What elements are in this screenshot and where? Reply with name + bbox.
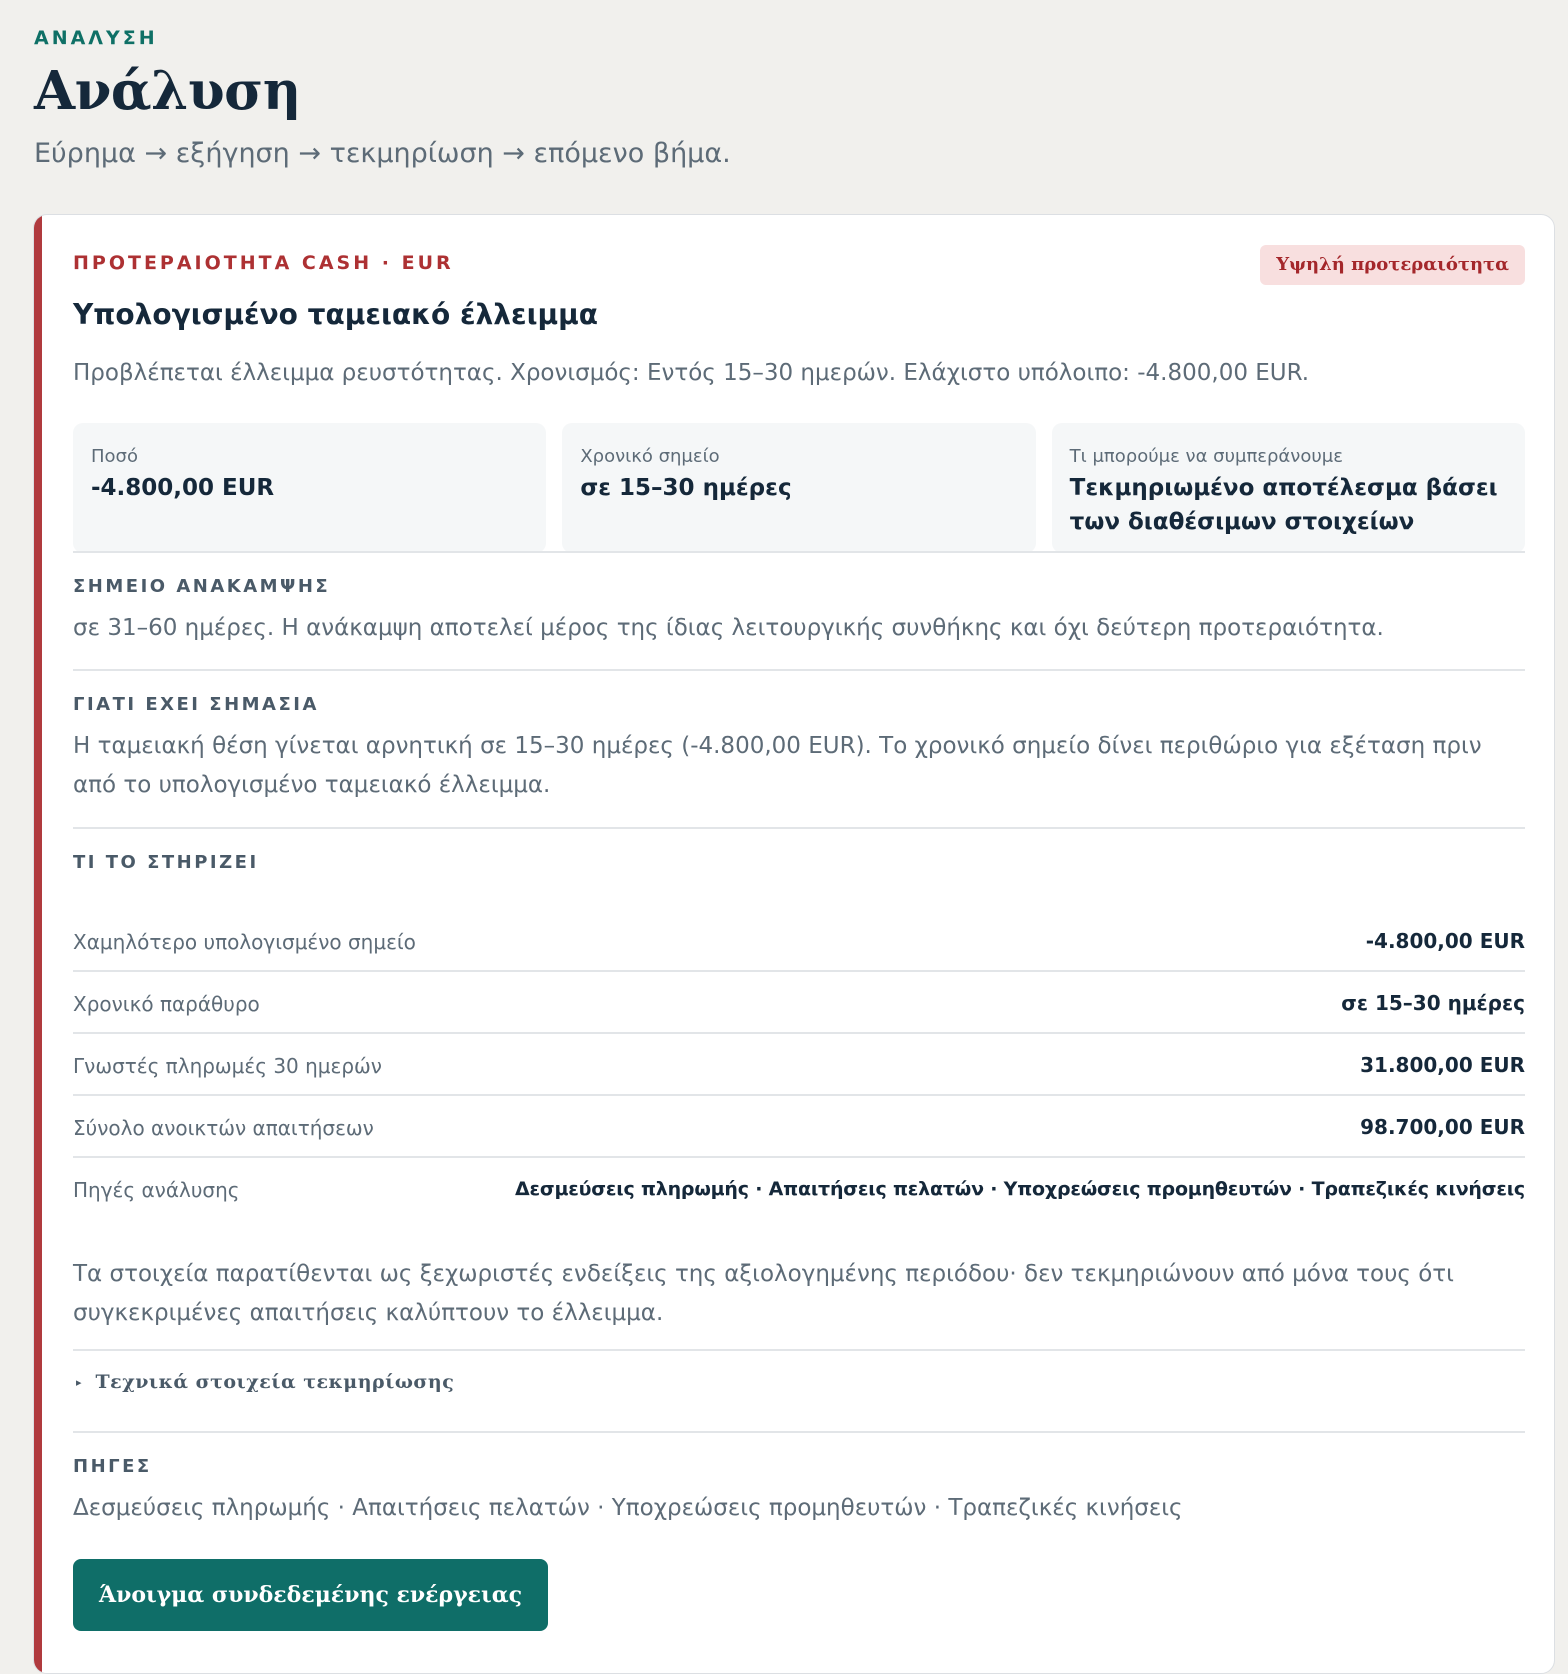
recovery-text: σε 31–60 ημέρες. Η ανάκαμψη αποτελεί μέρος της ίδιας λειτουργικής συνθήκης και όχι δεύτερη προτεραιότητα. [73,615,1384,641]
row-label: Σύνολο ανοικτών απαιτήσεων [73,1116,374,1140]
metric-value: σε 15–30 ημέρες [580,475,792,501]
metric-label: Τι μπορούμε να συμπεράνουμε [1069,446,1343,467]
row-label: Γνωστές πληρωμές 30 ημερών [73,1054,382,1078]
table-row [73,910,1525,972]
metric-label: Χρονικό σημείο [580,446,720,467]
technical-details-toggle[interactable] [73,1371,454,1393]
open-linked-action-button[interactable]: Άνοιγμα συνδεδεμένης ενέργειας [73,1559,548,1631]
sources-label: ΠΗΓΕΣ [73,1456,152,1477]
row-value: 98.700,00 EUR [1360,1115,1525,1139]
metric-amount [73,423,546,553]
table-row [73,1034,1525,1096]
metric-value: -4.800,00 EUR [91,475,275,501]
sources-text: Δεσμεύσεις πληρωμής · Απαιτήσεις πελατών · Υποχρεώσεις προμηθευτών · Τραπεζικές κινήσεις [73,1495,1183,1521]
row-value: Δεσμεύσεις πληρωμής · Απαιτήσεις πελατών · Υποχρεώσεις προμηθευτών · Τραπεζικές κινήσεις [515,1178,1525,1200]
metric-value: Τεκμηριωμένο αποτέλεσμα βάσει των διαθέσιμων στοιχείων [1069,475,1498,535]
table-row [73,972,1525,1034]
divider [73,669,1525,671]
metric-conclusion [1052,423,1525,553]
row-label: Πηγές ανάλυσης [73,1178,240,1202]
support-table [73,910,1525,1220]
recovery-label: ΣΗΜΕΙΟ ΑΝΑΚΑΜΨΗΣ [73,576,331,597]
table-row [73,1096,1525,1158]
metric-label: Ποσό [91,446,138,467]
divider [73,1349,1525,1351]
support-label: ΤΙ ΤΟ ΣΤΗΡΙΖΕΙ [73,852,259,873]
table-row [73,1158,1525,1220]
triangle-right-icon: ▸ [76,1375,82,1389]
row-label: Χαμηλότερο υπολογισμένο σημείο [73,930,416,954]
divider [73,551,1525,553]
page-subtitle: Εύρημα → εξήγηση → τεκμηρίωση → επόμενο βήμα. [34,138,731,169]
row-value: σε 15–30 ημέρες [1341,991,1525,1015]
technical-details-label: Τεχνικά στοιχεία τεκμηρίωσης [95,1371,455,1393]
row-label: Χρονικό παράθυρο [73,992,260,1016]
finding-card [33,214,1555,1674]
support-note: Τα στοιχεία παρατίθενται ως ξεχωριστές ενδείξεις της αξιολογημένης περιόδου· δεν τεκμηριώνουν από μόνα τους ότι συγκεκριμένες απαιτήσεις καλύπτουν το έλλειμμα. [73,1261,1454,1326]
priority-accent-bar [34,215,42,1673]
divider [73,1431,1525,1433]
why-text: Η ταμειακή θέση γίνεται αρνητική σε 15–30 ημέρες (-4.800,00 EUR). Το χρονικό σημείο δίνει περιθώριο για εξέταση πριν από το υπολογισμένο ταμειακό έλλειμμα. [73,733,1482,798]
priority-category-label: ΠΡΟΤΕΡΑΙΟΤΗΤΑ CASH · EUR [73,252,454,274]
row-value: 31.800,00 EUR [1360,1053,1525,1077]
divider [73,827,1525,829]
why-label: ΓΙΑΤΙ ΕΧΕΙ ΣΗΜΑΣΙΑ [73,694,319,715]
metric-timing [562,423,1035,553]
finding-description: Προβλέπεται έλλειμμα ρευστότητας. Χρονισμός: Εντός 15–30 ημερών. Ελάχιστο υπόλοιπο: -4.800,00 EUR. [73,360,1310,386]
page-header [34,26,1514,172]
priority-badge: Υψηλή προτεραιότητα [1260,245,1525,285]
metrics-row [73,423,1525,553]
section-eyebrow: ΑΝΑΛΥΣΗ [34,27,158,49]
finding-title: Υπολογισμένο ταμειακό έλλειμμα [73,298,598,331]
row-value: -4.800,00 EUR [1365,929,1525,953]
page-title: Ανάλυση [34,60,301,122]
